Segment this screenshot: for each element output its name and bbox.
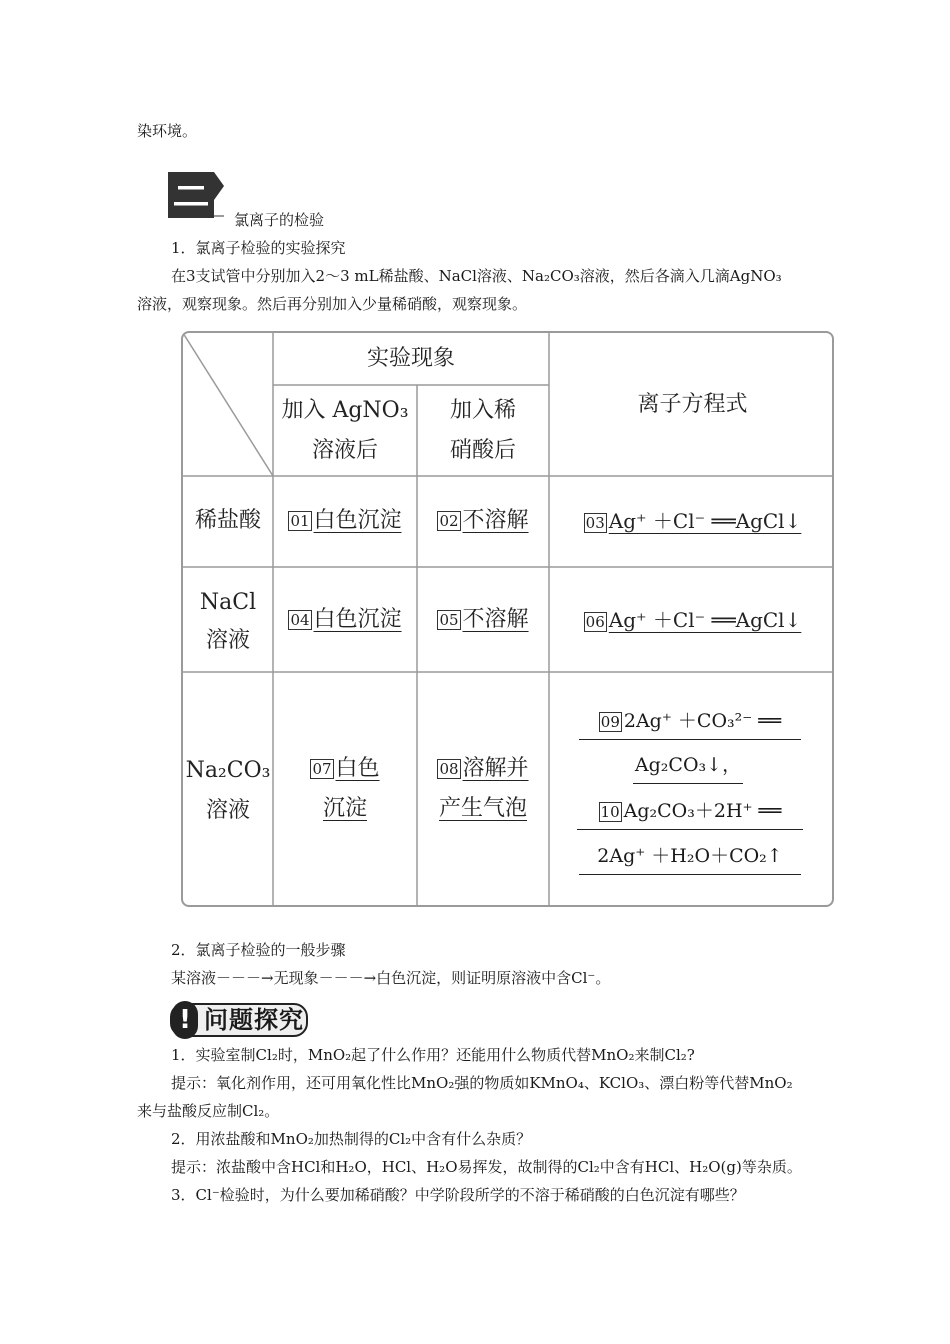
row-label-na2co3-2: 溶液: [205, 798, 250, 823]
header-equation: 离子方程式: [637, 392, 748, 417]
row-label-hcl: 稀盐酸: [194, 508, 261, 533]
answer-08-line2: 产生气泡: [438, 796, 527, 821]
hint-line: 来与盐酸反应制Cl₂。: [137, 1102, 280, 1120]
answer-02: 02 不溶解: [439, 508, 529, 533]
paragraph-line: 在3支试管中分别加入2～3 mL稀盐酸、NaCl溶液、Na₂CO₃溶液，然后各滴入几滴AgNO₃: [171, 267, 782, 285]
answer-04: 04 白色沉淀: [290, 607, 402, 632]
paragraph-line: 某溶液－－－→无现象－－－→白色沉淀，则证明原溶液中含Cl⁻。: [171, 969, 611, 987]
answer-09-line2: Ag₂CO₃↓，: [633, 747, 743, 784]
subheading: 2．氯离子检验的一般步骤: [171, 941, 346, 959]
question-line: 1．实验室制Cl₂时，MnO₂起了什么作用？还能用什么物质代替MnO₂来制Cl₂?: [171, 1046, 695, 1064]
question-explore-badge: ! 问题探究: [170, 1003, 310, 1039]
badge-title: 问题探究: [204, 1006, 304, 1034]
answer-10-line1: 10 Ag₂CO₃＋2H⁺ ══: [577, 793, 803, 830]
header-phenomenon: 实验现象: [366, 346, 455, 371]
row-label-nacl-1: NaCl: [199, 590, 257, 615]
experiment-table: [181, 331, 834, 907]
hint-line: 提示：氧化剂作用，还可用氧化性比MnO₂强的物质如KMnO₄、KClO₃、漂白粉等代替MnO₂: [171, 1074, 793, 1092]
answer-10-line2: 2Ag⁺ ＋H₂O＋CO₂↑: [579, 838, 801, 875]
question-line: 3．Cl⁻检验时，为什么要加稀硝酸？中学阶段所学的不溶于稀硝酸的白色沉淀有哪些？: [171, 1186, 745, 1204]
section-two-icon: [168, 172, 220, 220]
text-line: 染环境。: [137, 122, 198, 140]
header-hno3-2: 硝酸后: [449, 438, 516, 463]
header-hno3-1: 加入稀: [449, 398, 516, 423]
answer-08-line1: 08 溶解并: [439, 756, 529, 781]
answer-07-line2: 沉淀: [322, 796, 367, 821]
answer-01: 01 白色沉淀: [290, 508, 402, 533]
header-agno3-1: 加入 AgNO₃: [281, 398, 409, 423]
answer-09-line1: 09 2Ag⁺ ＋CO₃²⁻ ══: [579, 703, 801, 740]
answer-05: 05 不溶解: [439, 607, 529, 632]
answer-07-line1: 07 白色: [312, 756, 380, 781]
hint-line: 提示：浓盐酸中含HCl和H₂O，HCl、H₂O易挥发，故制得的Cl₂中含有HCl、H₂O(g)等杂质。: [171, 1158, 802, 1176]
header-agno3-2: 溶液后: [311, 438, 378, 463]
row-label-nacl-2: 溶液: [205, 628, 250, 653]
subheading: 1．氯离子检验的实验探究: [171, 239, 346, 257]
row-label-na2co3-1: Na₂CO₃: [185, 758, 271, 783]
paragraph-line: 溶液，观察现象。然后再分别加入少量稀硝酸，观察现象。: [137, 295, 528, 313]
answer-03: 03 Ag⁺ ＋Cl⁻ ══AgCl↓: [585, 509, 802, 533]
question-line: 2．用浓盐酸和MnO₂加热制得的Cl₂中含有什么杂质？: [171, 1130, 532, 1148]
section-title: 氯离子的检验: [234, 211, 325, 229]
answer-06: 06 Ag⁺ ＋Cl⁻ ══AgCl↓: [585, 608, 802, 632]
